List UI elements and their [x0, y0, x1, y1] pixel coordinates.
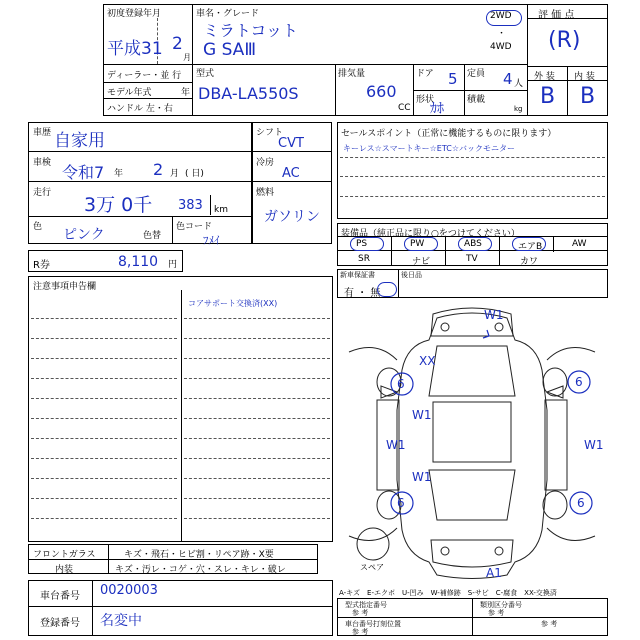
interior-grade: B: [580, 84, 596, 109]
notes-dash-line: [184, 398, 330, 399]
capacity-label: 定員: [467, 69, 486, 79]
kg-unit: kg: [514, 105, 523, 113]
notes-dash-line: [31, 358, 177, 359]
equipment-item: SR: [358, 254, 370, 264]
capacity: 4: [503, 70, 513, 88]
car-diagram: [337, 300, 608, 585]
eval-label: 評 価 点: [538, 10, 575, 21]
shape-label: 形状: [416, 95, 435, 105]
door-label: ドア: [416, 69, 434, 79]
drive-4wd: 4WD: [490, 42, 512, 52]
notes-dash-line: [184, 418, 330, 419]
sales-points-title: セールスポイント（正常に機能するものに限ります）: [341, 129, 557, 139]
notes-dash-line: [31, 518, 177, 519]
mark-xx: XX: [419, 354, 436, 368]
mileage-sub: 383: [178, 198, 203, 213]
notes-dash-line: [184, 438, 330, 439]
inspection-day: ( 日): [185, 169, 204, 179]
reg-no-value: 名変中: [100, 613, 142, 629]
model-label: 型式: [196, 69, 215, 79]
equipment-item: TV: [466, 254, 478, 264]
color-value: ピンク: [63, 227, 105, 243]
mileage-value: 3万 0千: [84, 194, 153, 216]
equipment-circle: [512, 237, 546, 251]
use-label: 車歴: [33, 128, 52, 138]
equipment-circle: [350, 237, 384, 251]
notes-dash-line: [31, 478, 177, 479]
color-code-label: 色コード: [176, 222, 213, 232]
model-cert-label: 型式指定番号: [345, 601, 387, 609]
exterior-grade: B: [540, 84, 556, 109]
model-year-label: モデル年式: [107, 88, 152, 98]
inspection-label: 車検: [33, 158, 52, 168]
use-value: 自家用: [54, 131, 105, 151]
loc-label-2: 参 考: [541, 620, 558, 628]
equipment-item: カワ: [520, 257, 539, 267]
inspection-era: 令和7: [62, 163, 105, 182]
mark-6-right-bottom: 6: [577, 496, 585, 510]
interior-label: 内 装: [574, 72, 595, 82]
car-name: ミラトコット: [203, 21, 299, 40]
car-name-label: 車名・グレード: [196, 9, 260, 19]
chassis-label: 車台番号: [40, 591, 80, 602]
recycle-frame: [28, 250, 183, 272]
book-label: 後日品: [401, 271, 422, 279]
ac-value: AC: [282, 166, 300, 181]
equipment-item: ABS: [464, 239, 482, 249]
first-reg-month-unit: 月: [183, 53, 191, 62]
legend: A-キズ E-エクボ U-凹み W-補修跡 S-サビ C-腐食 XX-交換済: [339, 589, 557, 597]
mark-a1-bottom: A1: [486, 566, 502, 580]
mark-6-left-top: 6: [397, 377, 405, 391]
mark-w1-left-low: W1: [412, 470, 432, 484]
first-reg-label: 初度登録年月: [107, 9, 162, 19]
warranty-value: 有 ・ 無: [344, 288, 381, 299]
equipment-circle: [458, 237, 492, 251]
inspection-year-unit: 年: [114, 169, 124, 179]
inspection-month-unit: 月: [170, 169, 180, 179]
km-unit: km: [214, 205, 228, 215]
ref-label-1: 参 考: [352, 609, 369, 617]
ref-label-2: 参 考: [488, 609, 505, 617]
drive-2wd: 2WD: [490, 11, 512, 21]
color-label: 色: [33, 222, 43, 232]
notes-dash-line: [184, 458, 330, 459]
equipment-item: ナビ: [412, 257, 431, 267]
notes-dash-line: [184, 358, 330, 359]
dealer-label: ディーラー・並 行: [107, 71, 182, 81]
notes-dash-line: [31, 338, 177, 339]
chassis-value: 0020003: [100, 583, 158, 598]
inspection-month: 2: [153, 160, 164, 179]
shape: ｶﾎ: [430, 101, 444, 117]
loc-label-1: 参 考: [352, 628, 369, 636]
notes-dash-line: [31, 458, 177, 459]
recycle-value: 8,110: [118, 254, 159, 270]
warranty-circle: [377, 282, 397, 297]
load-label: 積載: [467, 95, 486, 105]
reg-no-label: 登録番号: [40, 618, 80, 629]
color-code: ﾌﾒｲ: [203, 234, 220, 247]
chassis-num-label: 車台番号打刻位置: [345, 620, 401, 628]
interior-row-items: キズ・汚レ・コゲ・穴・スレ・キレ・破レ: [115, 565, 286, 575]
shift-value: CVT: [278, 136, 304, 151]
equipment-item: PW: [410, 239, 425, 249]
model-year-unit: 年: [181, 88, 191, 98]
cc-unit: CC: [398, 103, 411, 113]
equipment-item: PS: [356, 239, 368, 249]
notes-dash-line: [31, 418, 177, 419]
notes-dash-line: [184, 478, 330, 479]
displacement-label: 排気量: [338, 69, 366, 79]
notes-dash-line: [31, 438, 177, 439]
mark-6-left-bottom: 6: [397, 496, 405, 510]
recycle-label: R券: [33, 260, 50, 271]
exterior-label: 外 装: [534, 72, 555, 82]
front-glass-items: キズ・飛石・ヒビ割・リペア跡・X要: [124, 550, 274, 560]
notes-dash-line: [31, 398, 177, 399]
grade: G SAⅢ: [203, 40, 257, 60]
recycle-unit: 円: [168, 260, 178, 270]
equipment-item: エアB: [518, 242, 543, 252]
notes-dash-line: [184, 518, 330, 519]
notes-dash-line: [31, 378, 177, 379]
mark-w1-top: W1: [484, 308, 504, 322]
spare-label: スペア: [360, 563, 384, 572]
class-label: 類別区分番号: [480, 601, 522, 609]
displacement: 660: [366, 82, 397, 101]
front-glass-label: フロントガラス: [33, 550, 96, 560]
same-color-label: 色替: [143, 231, 162, 241]
first-reg-era: 平成31: [107, 39, 163, 59]
equipment-circle: [404, 237, 438, 251]
first-reg-month: 2: [172, 34, 183, 54]
notes-dash-line: [31, 318, 177, 319]
mark-6-right-top: 6: [575, 375, 583, 389]
shift-label: シフト: [256, 128, 284, 138]
doors: 5: [448, 70, 458, 88]
notes-dash-line: [184, 318, 330, 319]
sales-points-line1: キーレス☆スマートキー☆ETC☆バックモニター: [343, 144, 516, 153]
notes-dash-line: [31, 498, 177, 499]
ac-label: 冷房: [256, 158, 275, 168]
notes-dash-line: [184, 498, 330, 499]
equipment-title: 装備品（純正品に限り○をつけてください）: [341, 229, 520, 239]
notes-dash-line: [184, 338, 330, 339]
fuel-value: ガソリン: [264, 209, 320, 225]
person-unit: 人: [514, 79, 524, 89]
mark-w1-right-outer: W1: [584, 438, 604, 452]
mark-w1-left-outer: W1: [386, 438, 406, 452]
warranty-label: 新車保証書: [340, 271, 375, 279]
mileage-label: 走行: [33, 188, 52, 198]
eval-value: (R): [548, 28, 581, 53]
drive-dot: ・: [497, 29, 507, 39]
notes-line1: コアサポート交換済(XX): [188, 299, 278, 308]
header-frame: [103, 4, 608, 116]
model-code: DBA-LA550S: [198, 84, 299, 103]
interior-row-label: 内装: [55, 565, 74, 575]
equipment-item: AW: [572, 239, 587, 249]
mark-w1-left-inner: W1: [412, 408, 432, 422]
notes-title: 注意事項申告欄: [33, 282, 97, 292]
handle-label: ハンドル 左・右: [107, 104, 173, 114]
notes-dash-line: [184, 378, 330, 379]
fuel-label: 燃料: [256, 188, 275, 198]
